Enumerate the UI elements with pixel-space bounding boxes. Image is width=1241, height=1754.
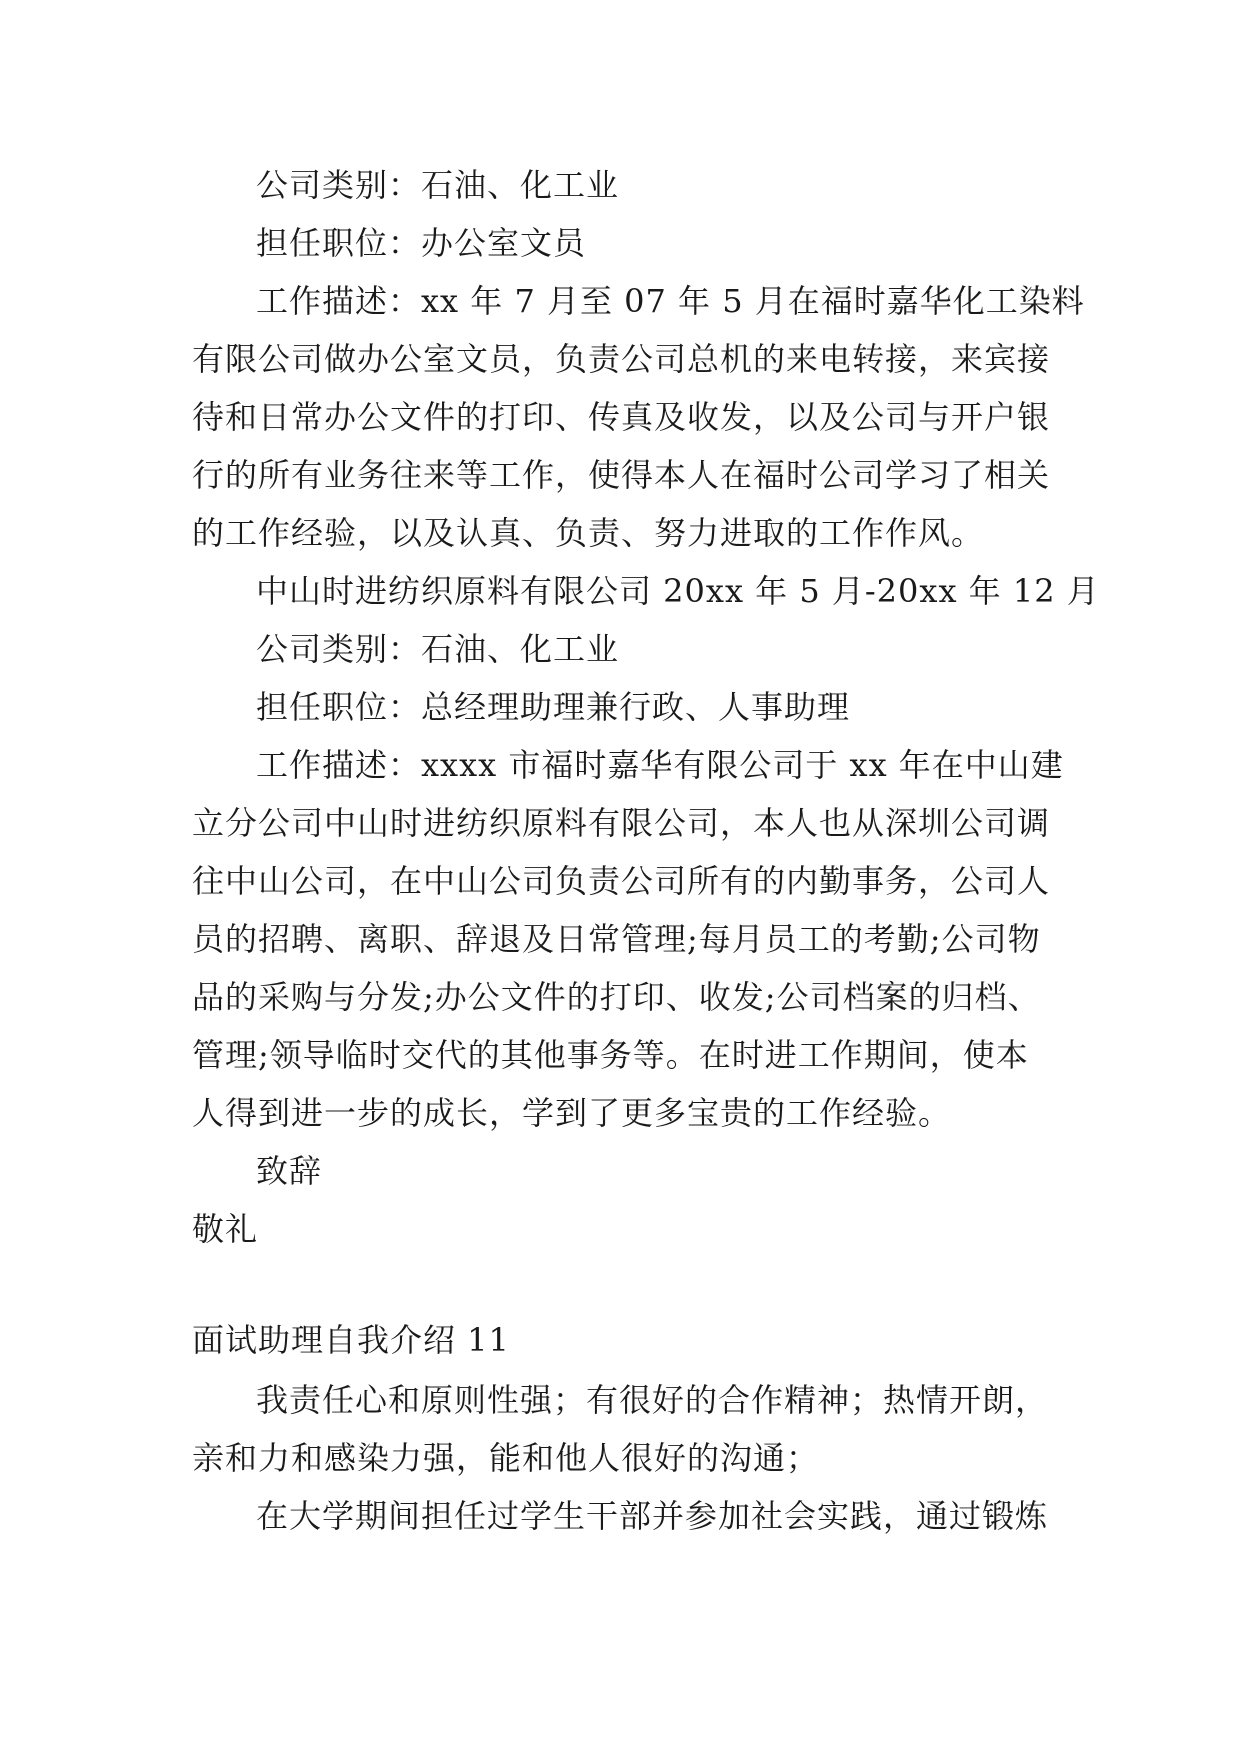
- employer-line: 中山时进纺织原料有限公司 20xx 年 5 月-20xx 年 12 月: [256, 572, 1100, 610]
- section-heading: 面试助理自我介绍 11: [192, 1321, 510, 1359]
- closing-greeting: 致辞: [256, 1152, 323, 1190]
- job-description-line: 工作描述：xx 年 7 月至 07 年 5 月在福时嘉华化工染料: [256, 282, 1085, 320]
- body-text-line: 管理;领导临时交代的其他事务等。在时进工作期间，使本: [192, 1036, 1029, 1074]
- body-text-line: 亲和力和感染力强，能和他人很好的沟通；: [192, 1439, 820, 1477]
- body-text-line: 待和日常办公文件的打印、传真及收发，以及公司与开户银: [192, 398, 1051, 436]
- body-text-line: 有限公司做办公室文员，负责公司总机的来电转接，来宾接: [192, 340, 1051, 378]
- body-text-line: 品的采购与分发;办公文件的打印、收发;公司档案的归档、: [192, 978, 1041, 1016]
- body-text-line: 员的招聘、离职、辞退及日常管理;每月员工的考勤;公司物: [192, 920, 1041, 958]
- body-text-line: 立分公司中山时进纺织原料有限公司，本人也从深圳公司调: [192, 804, 1051, 842]
- position-line: 担任职位：办公室文员: [256, 224, 587, 262]
- body-text-line: 行的所有业务往来等工作，使得本人在福时公司学习了相关: [192, 456, 1051, 494]
- body-text-line: 在大学期间担任过学生干部并参加社会实践，通过锻炼: [256, 1497, 1049, 1535]
- body-text-line: 人得到进一步的成长，学到了更多宝贵的工作经验。: [192, 1094, 952, 1132]
- company-category-line: 公司类别：石油、化工业: [256, 630, 620, 668]
- body-text-line: 往中山公司，在中山公司负责公司所有的内勤事务，公司人: [192, 862, 1051, 900]
- position-line: 担任职位：总经理助理兼行政、人事助理: [256, 688, 851, 726]
- body-text-line: 我责任心和原则性强；有很好的合作精神；热情开朗，: [256, 1381, 1049, 1419]
- body-text-line: 的工作经验，以及认真、负责、努力进取的工作作风。: [192, 514, 985, 552]
- company-category-line: 公司类别：石油、化工业: [256, 166, 620, 204]
- job-description-line: 工作描述：xxxx 市福时嘉华有限公司于 xx 年在中山建: [256, 746, 1064, 784]
- closing-salute: 敬礼: [192, 1210, 259, 1248]
